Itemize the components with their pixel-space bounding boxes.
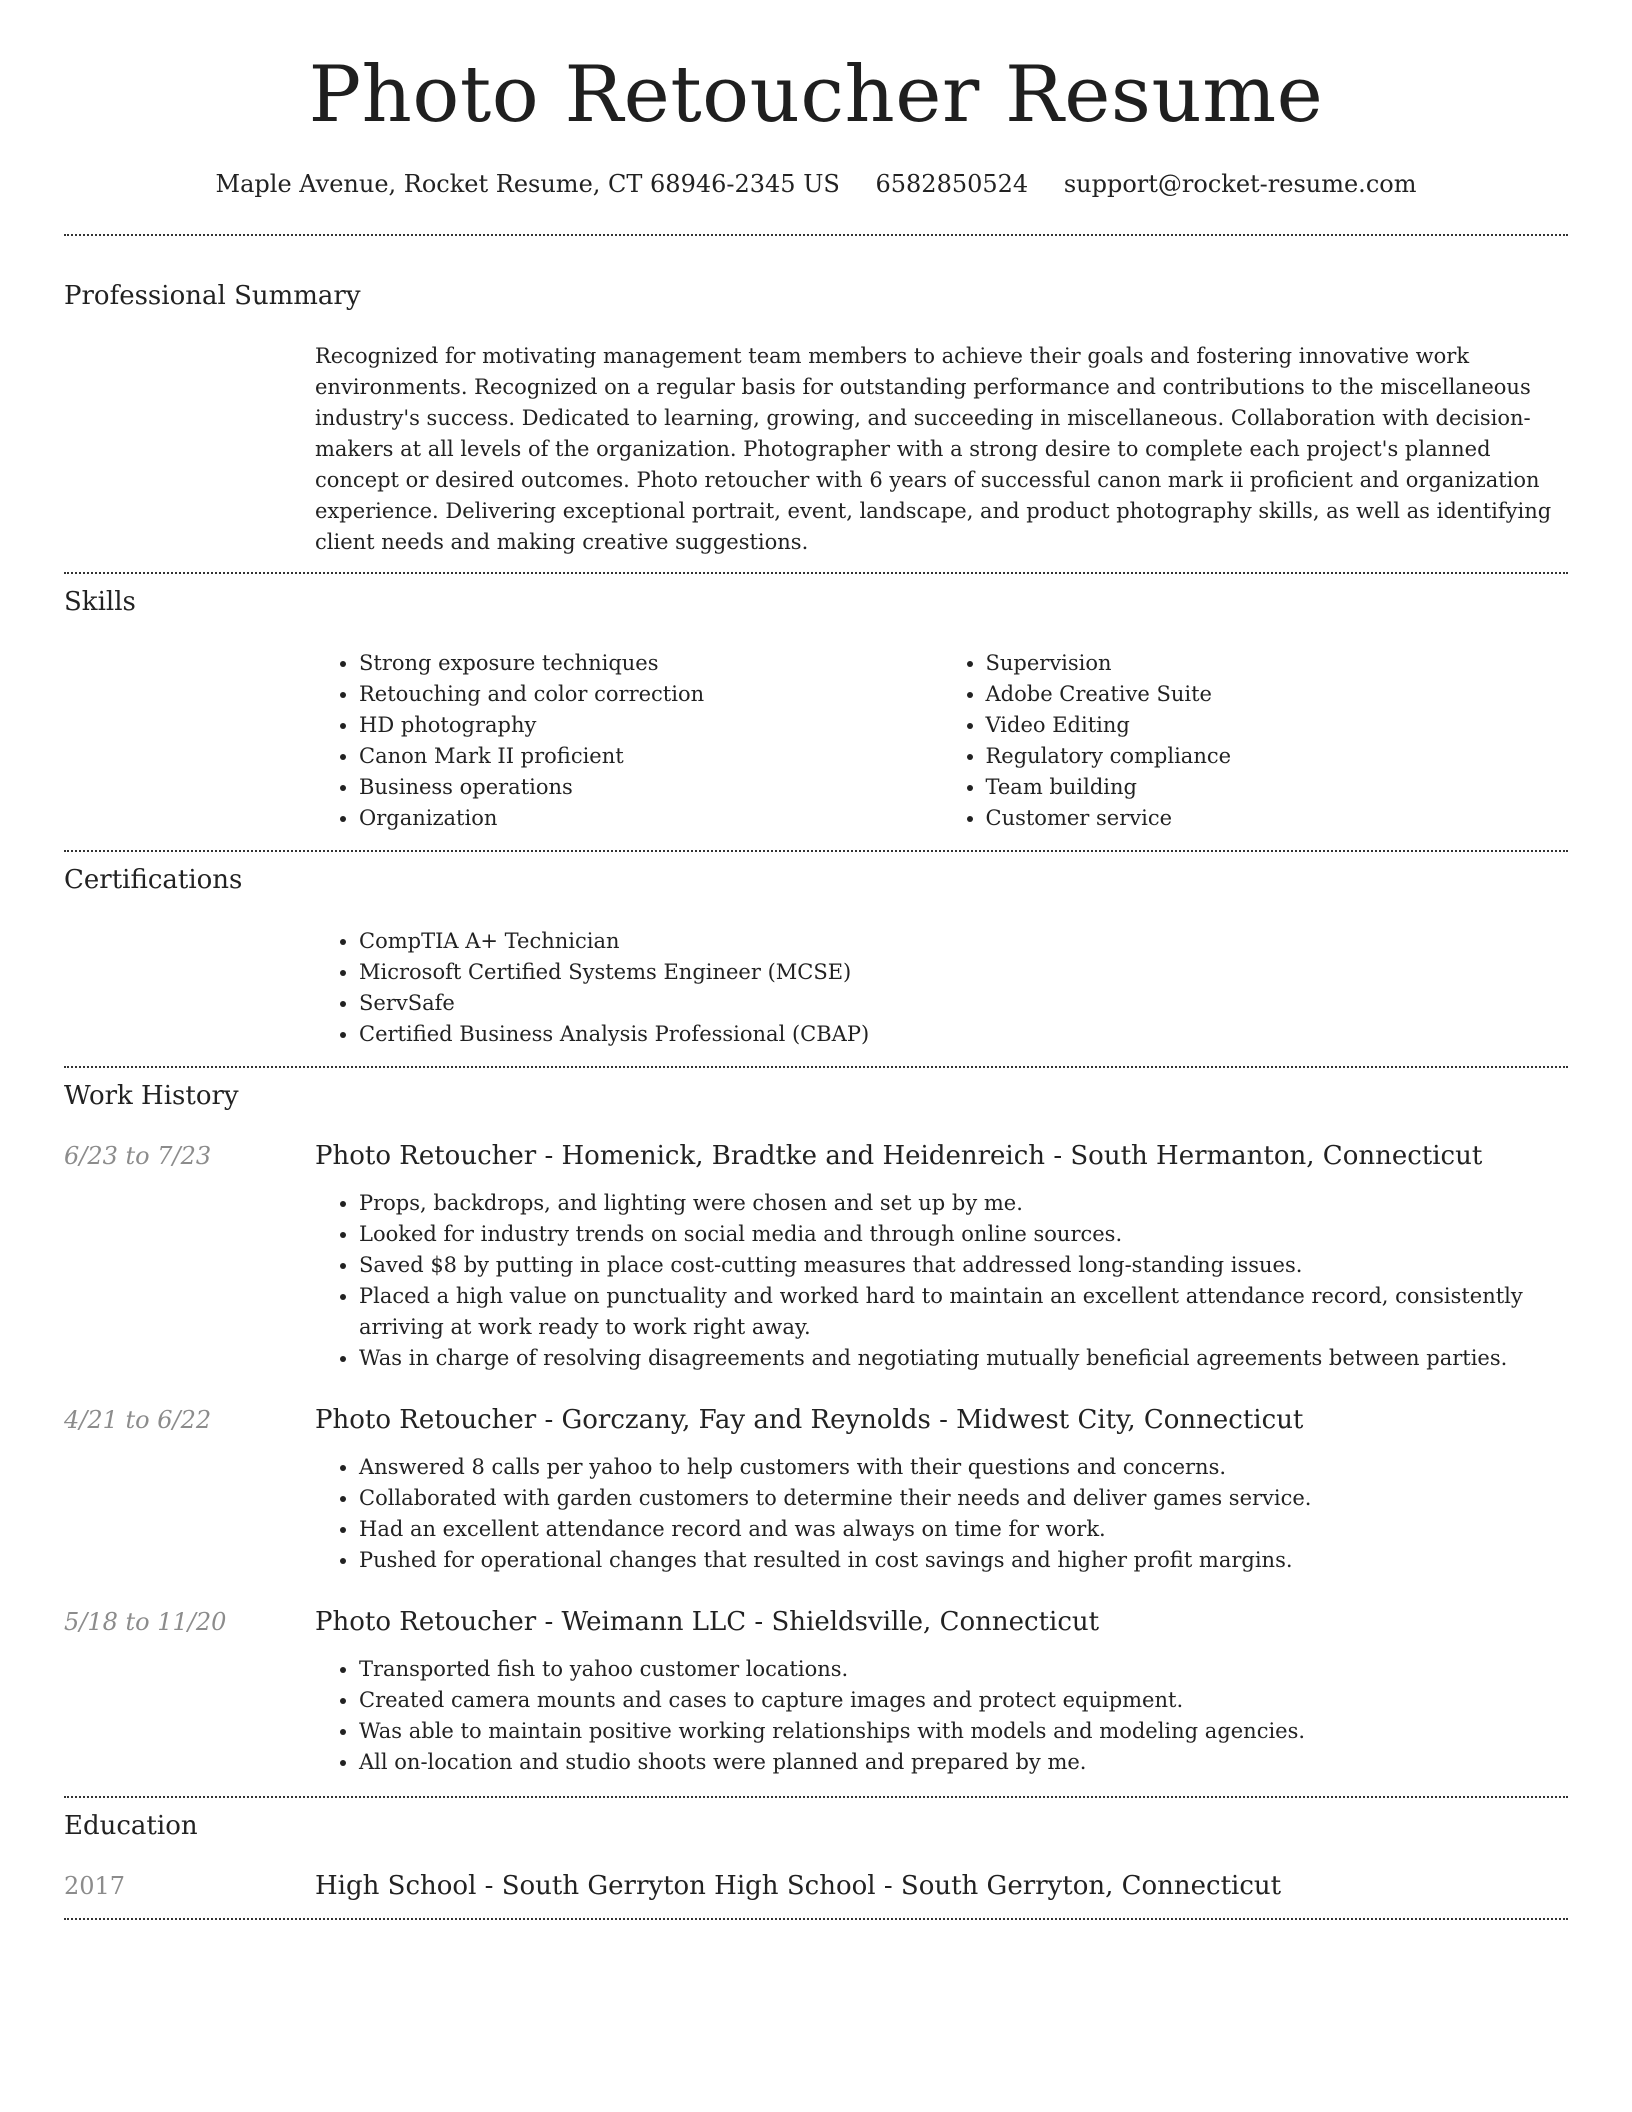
job-title: Photo Retoucher - Gorczany, Fay and Reynolds - Midwest City, Connecticut [315, 1404, 1304, 1435]
job-title: Photo Retoucher - Weimann LLC - Shieldsville, Connecticut [315, 1606, 1100, 1637]
certifications-heading: Certifications [64, 865, 243, 896]
list-item: • Props, backdrops, and lighting were chosen and set up by me. [359, 1188, 1568, 1219]
list-item: • Looked for industry trends on social media and through online sources. [359, 1219, 1568, 1250]
resume-title: Photo Retoucher Resume [308, 50, 1324, 140]
skills-list-left [315, 648, 942, 834]
list-item: • Retouching and color correction [359, 679, 942, 710]
list-item: • Regulatory compliance [986, 741, 1569, 772]
summary-section [64, 236, 1568, 573]
list-item: • Transported fish to yahoo customer locations. [359, 1654, 1568, 1685]
list-item: • Saved $8 by putting in place cost-cutting measures that addressed long-standing issues. [359, 1250, 1568, 1281]
divider [64, 1918, 1568, 1920]
education-date: 2017 [64, 1871, 126, 1900]
list-item: • Was able to maintain positive working relationships with models and modeling agencies. [359, 1716, 1568, 1747]
contact-line [64, 169, 1568, 200]
list-item: • Adobe Creative Suite [986, 679, 1569, 710]
contact-address: Maple Avenue, Rocket Resume, CT 68946-2345 US [215, 170, 840, 199]
list-item: • All on-location and studio shoots were planned and prepared by me. [359, 1747, 1568, 1778]
list-item: • Certified Business Analysis Professional (CBAP) [359, 1019, 1568, 1050]
job-details [315, 1140, 1568, 1374]
list-item: • Business operations [359, 772, 942, 803]
list-item: • Canon Mark II proficient [359, 741, 942, 772]
list-item: • Was in charge of resolving disagreements and negotiating mutually beneficial agreements between parties. [359, 1343, 1568, 1374]
job-details [315, 1404, 1568, 1576]
job-entry [64, 1404, 1568, 1576]
job-bullets [315, 1654, 1568, 1778]
certifications-list-wrap [315, 926, 1568, 1066]
list-item: • Collaborated with garden customers to determine their needs and deliver games service. [359, 1483, 1568, 1514]
education-section [64, 1798, 1568, 1918]
list-item: • Customer service [986, 803, 1569, 834]
job-entry [64, 1140, 1568, 1374]
list-item: • Strong exposure techniques [359, 648, 942, 679]
education-entry [64, 1870, 1568, 1918]
skills-list-right [942, 648, 1569, 834]
job-title: Photo Retoucher - Homenick, Bradtke and Heidenreich - South Hermanton, Connecticut [315, 1140, 1483, 1171]
skills-grid [315, 648, 1568, 850]
job-entry [64, 1606, 1568, 1778]
education-heading: Education [64, 1810, 198, 1841]
job-bullets [315, 1188, 1568, 1374]
job-date: 4/21 to 6/22 [64, 1405, 212, 1434]
list-item: • Placed a high value on punctuality and worked hard to maintain an excellent attendance record, consistently arriving at work ready to work right away. [359, 1281, 1568, 1343]
list-item: • Supervision [986, 648, 1569, 679]
certifications-list [315, 926, 1568, 1050]
list-item: • ServSafe [359, 988, 1568, 1019]
list-item: • Had an excellent attendance record and was always on time for work. [359, 1514, 1568, 1545]
job-date: 6/23 to 7/23 [64, 1141, 212, 1170]
certifications-section [64, 852, 1568, 1066]
summary-heading: Professional Summary [64, 280, 361, 311]
list-item: • Created camera mounts and cases to capture images and protect equipment. [359, 1685, 1568, 1716]
list-item: • Team building [986, 772, 1569, 803]
summary-text: Recognized for motivating management team members to achieve their goals and fostering innovative work environments. Recognized on a regular basis for outstanding performance and contributions to the miscellaneous industry's success. Dedicated to learning, growing, and succeeding in miscellaneous. Collaboration with decision-makers at all levels of the organization. Photographer with a strong desire to complete each project's planned concept or desired outcomes. Photo retoucher with 6 years of successful canon mark ii proficient and organization experience. Delivering exceptional portrait, event, landscape, and product photography skills, as well as identifying client needs and making creative suggestions. [315, 344, 1552, 555]
skills-section [64, 574, 1568, 850]
list-item: • Answered 8 calls per yahoo to help customers with their questions and concerns. [359, 1452, 1568, 1483]
education-title: High School - South Gerryton High School - South Gerryton, Connecticut [315, 1870, 1282, 1901]
skills-heading: Skills [64, 587, 136, 618]
work-history-heading: Work History [64, 1080, 239, 1111]
list-item: • Microsoft Certified Systems Engineer (MCSE) [359, 957, 1568, 988]
list-item: • CompTIA A+ Technician [359, 926, 1568, 957]
job-bullets [315, 1452, 1568, 1576]
work-history-section [64, 1068, 1568, 1796]
job-date: 5/18 to 11/20 [64, 1607, 227, 1636]
list-item: • Pushed for operational changes that resulted in cost savings and higher profit margins. [359, 1545, 1568, 1576]
contact-phone: 6582850524 [875, 170, 1029, 199]
job-details [315, 1606, 1568, 1778]
contact-email: support@rocket-resume.com [1063, 170, 1417, 199]
list-item: • Video Editing [986, 710, 1569, 741]
list-item: • Organization [359, 803, 942, 834]
list-item: • HD photography [359, 710, 942, 741]
